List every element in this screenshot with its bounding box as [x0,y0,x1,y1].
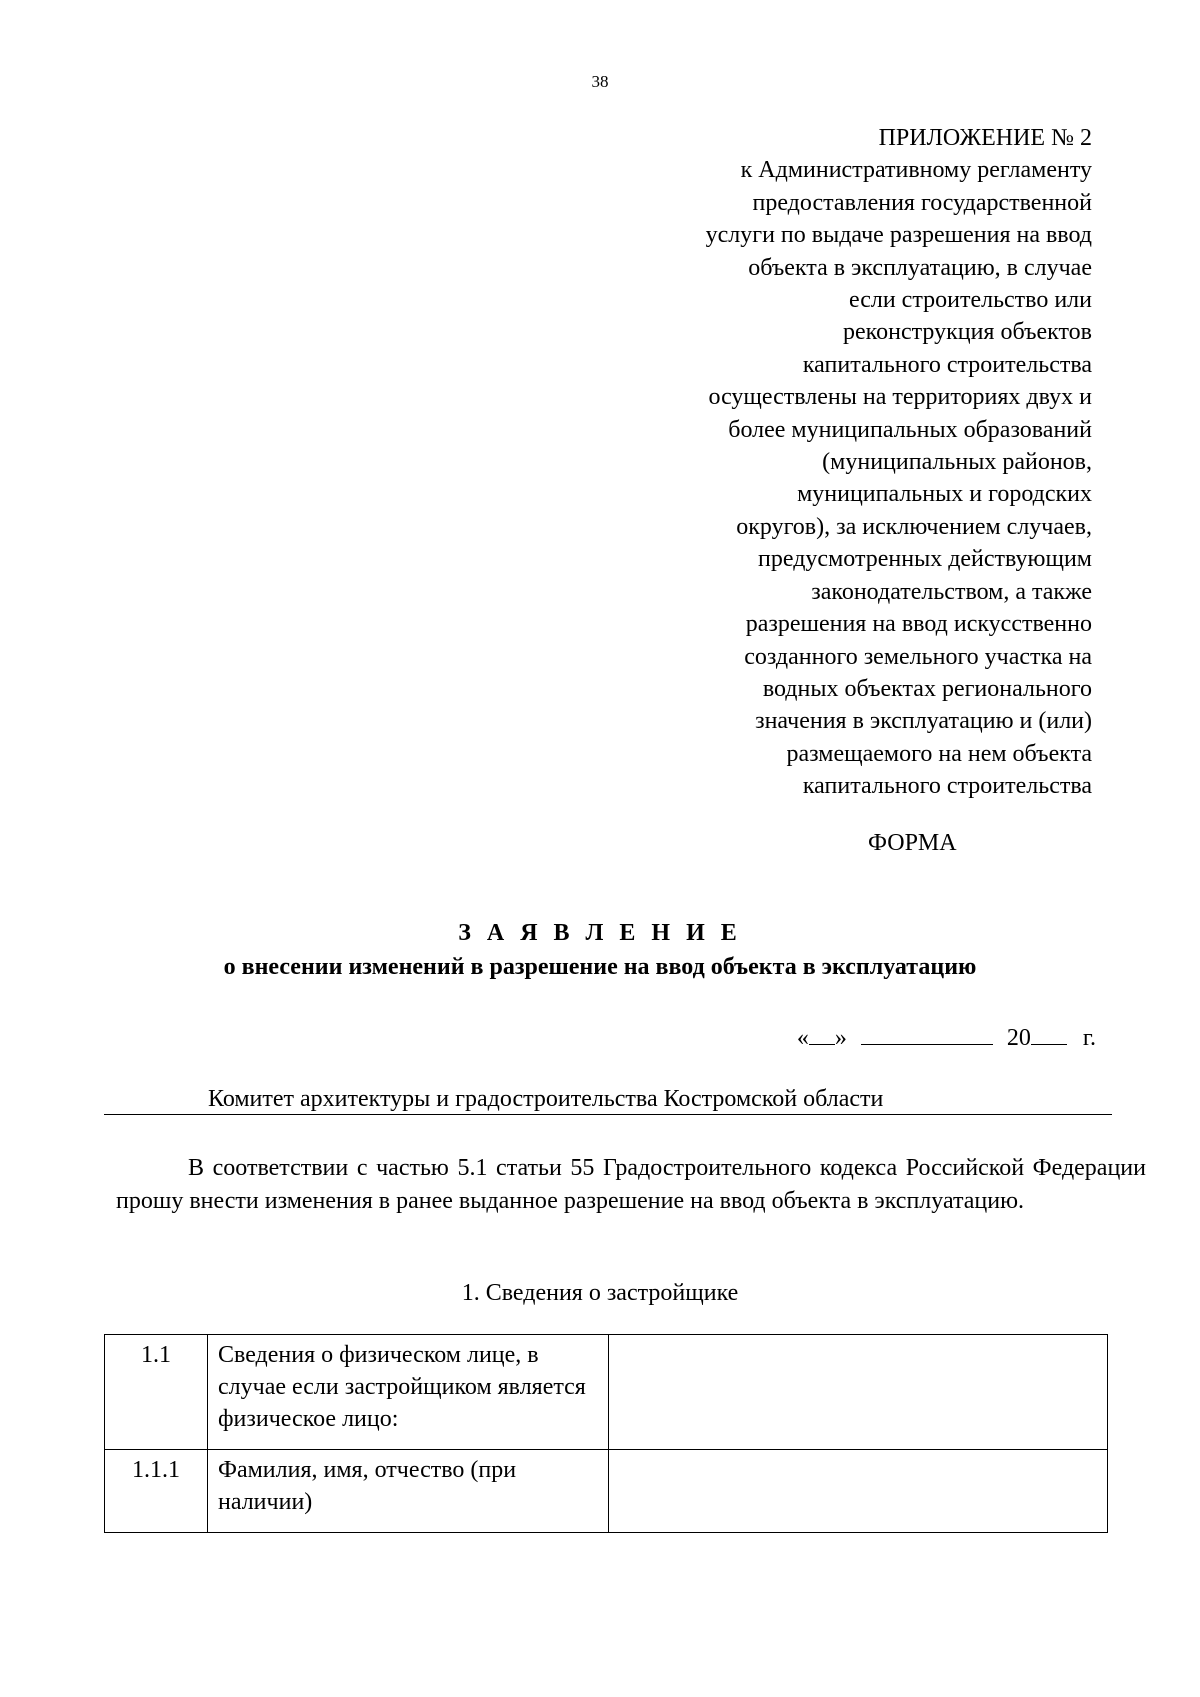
page-number: 38 [591,72,609,91]
date-open-quote: « [796,1025,809,1051]
day-blank[interactable] [809,1022,835,1045]
appendix-block [532,122,1092,803]
appendix-heading: ПРИЛОЖЕНИЕ № 2 [878,125,1092,151]
section-title: 1. Сведения о застройщике [461,1280,739,1306]
date-line [797,1022,1096,1052]
appendix-line: капитального строительства [802,773,1092,800]
appendix-line: объекта в эксплуатацию, в случае [748,254,1092,281]
appendix-line: более муниципальных образований [728,416,1092,443]
date-close-quote: » [834,1025,847,1051]
table-row [105,1450,1108,1533]
appendix-line: предусмотренных действующим [758,546,1092,573]
appendix-line: законодательством, а также [811,578,1092,605]
authority-name: Комитет архитектуры и градостроительства Костромской области [208,1086,884,1112]
appendix-line: реконструкция объектов [843,319,1092,346]
request-text: В соответствии с частью 5.1 статьи 55 Градостроительного кодекса Российской Федерации прошу внести изменения в ранее выданное разрешение на ввод объекта в эксплуатацию. [116,1155,1146,1214]
appendix-line: округов), за исключением случаев, [736,513,1092,540]
appendix-line: значения в эксплуатацию и (или) [755,708,1092,735]
year-suffix: г. [1082,1025,1096,1051]
year-blank[interactable] [1031,1022,1067,1045]
authority-line[interactable] [104,1084,1112,1115]
row-value-field[interactable] [609,1335,1108,1450]
appendix-line: услуги по выдаче разрешения на ввод [705,222,1092,249]
appendix-line: осуществлены на территориях двух и [708,384,1092,411]
appendix-line: размещаемого на нем объекта [786,740,1092,767]
appendix-line: водных объектах регионального [762,675,1092,702]
appendix-line: предоставления государственной [752,189,1092,216]
document-subtitle: о внесении изменений в разрешение на ввод объекта в эксплуатацию [223,954,977,980]
row-value-field[interactable] [609,1450,1108,1533]
appendix-line: капитального строительства [802,351,1092,378]
document-title: З А Я В Л Е Н И Е [458,920,742,946]
month-blank[interactable] [861,1022,993,1045]
form-label: ФОРМА [868,830,957,856]
developer-info-table [104,1334,1108,1533]
appendix-line: муниципальных и городских [797,481,1092,508]
row-number: 1.1 [105,1335,208,1450]
appendix-line: разрешения на ввод искусственно [745,611,1092,638]
row-label: Фамилия, имя, отчество (при наличии) [208,1450,609,1533]
request-paragraph [116,1152,1146,1218]
row-number: 1.1.1 [105,1450,208,1533]
year-prefix: 20 [1006,1025,1031,1051]
appendix-line: к Административному регламенту [740,157,1092,184]
appendix-line: (муниципальных районов, [822,449,1092,476]
appendix-line: если строительство или [848,287,1092,314]
row-label: Сведения о физическом лице, в случае если застройщиком является физическое лицо: [208,1335,609,1450]
table-row [105,1335,1108,1450]
appendix-line: созданного земельного участка на [744,643,1092,670]
